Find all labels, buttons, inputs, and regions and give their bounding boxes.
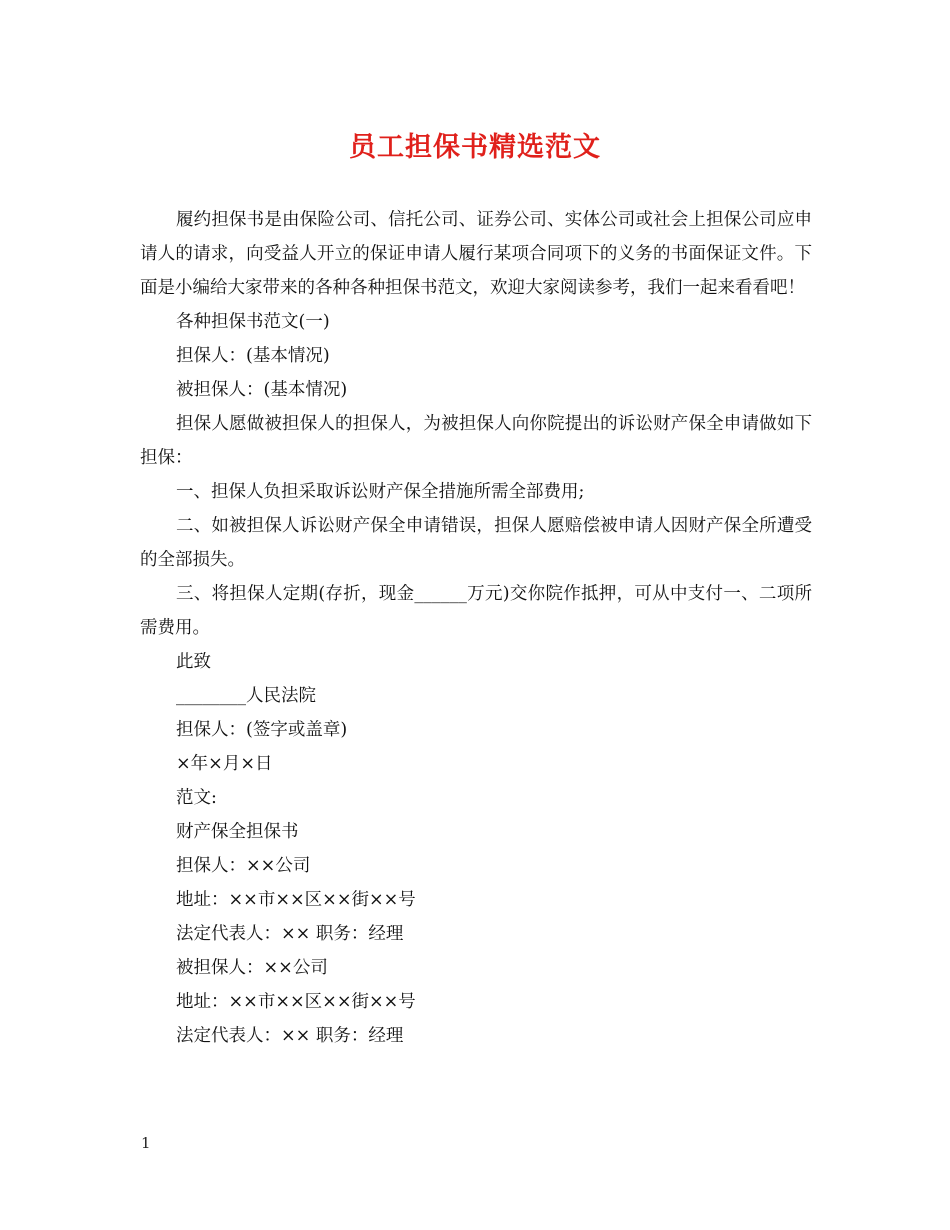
- example-guaranteed-address: 地址：××市××区××街××号: [176, 992, 416, 1012]
- example-guarantor: 担保人：××公司: [176, 856, 311, 876]
- signature-line: 担保人：(签字或盖章): [176, 720, 348, 740]
- sample-heading: 各种担保书范文(一): [176, 312, 330, 332]
- example-guaranteed-representative: 法定代表人：×× 职务：经理: [176, 1026, 404, 1046]
- clause-3: 三、将担保人定期(存折，现金______万元)交你院作抵押，可从中支付一、二项所需费用。: [140, 584, 812, 638]
- court-line: ________人民法院: [176, 686, 316, 706]
- salutation: 此致: [176, 652, 211, 672]
- example-guarantor-address: 地址：××市××区××街××号: [176, 890, 416, 910]
- guaranteed-party-line: 被担保人：(基本情况): [176, 380, 348, 400]
- guarantor-line: 担保人：(基本情况): [176, 346, 330, 366]
- clause-1: 一、担保人负担采取诉讼财产保全措施所需全部费用;: [176, 482, 585, 502]
- date-line: ×年×月×日: [176, 754, 273, 774]
- document-title: 员工担保书精选范文: [349, 132, 601, 163]
- page-number: 1: [141, 1134, 151, 1152]
- guarantee-paragraph: 担保人愿做被担保人的担保人，为被担保人向你院提出的诉讼财产保全申请做如下担保：: [140, 414, 812, 468]
- example-guaranteed-party: 被担保人：××公司: [176, 958, 328, 978]
- example-guarantor-representative: 法定代表人：×× 职务：经理: [176, 924, 404, 944]
- document-body: [140, 203, 812, 1053]
- example-title: 财产保全担保书: [176, 822, 299, 842]
- clause-2: 二、如被担保人诉讼财产保全申请错误，担保人愿赔偿被申请人因财产保全所遭受的全部损失。: [140, 516, 812, 570]
- intro-paragraph: 履约担保书是由保险公司、信托公司、证券公司、实体公司或社会上担保公司应申请人的请求，向受益人开立的保证申请人履行某项合同项下的义务的书面保证文件。下面是小编给大家带来的各种各种担保书范文，欢迎大家阅读参考，我们一起来看看吧！: [140, 210, 812, 298]
- example-label: 范文:: [176, 788, 217, 808]
